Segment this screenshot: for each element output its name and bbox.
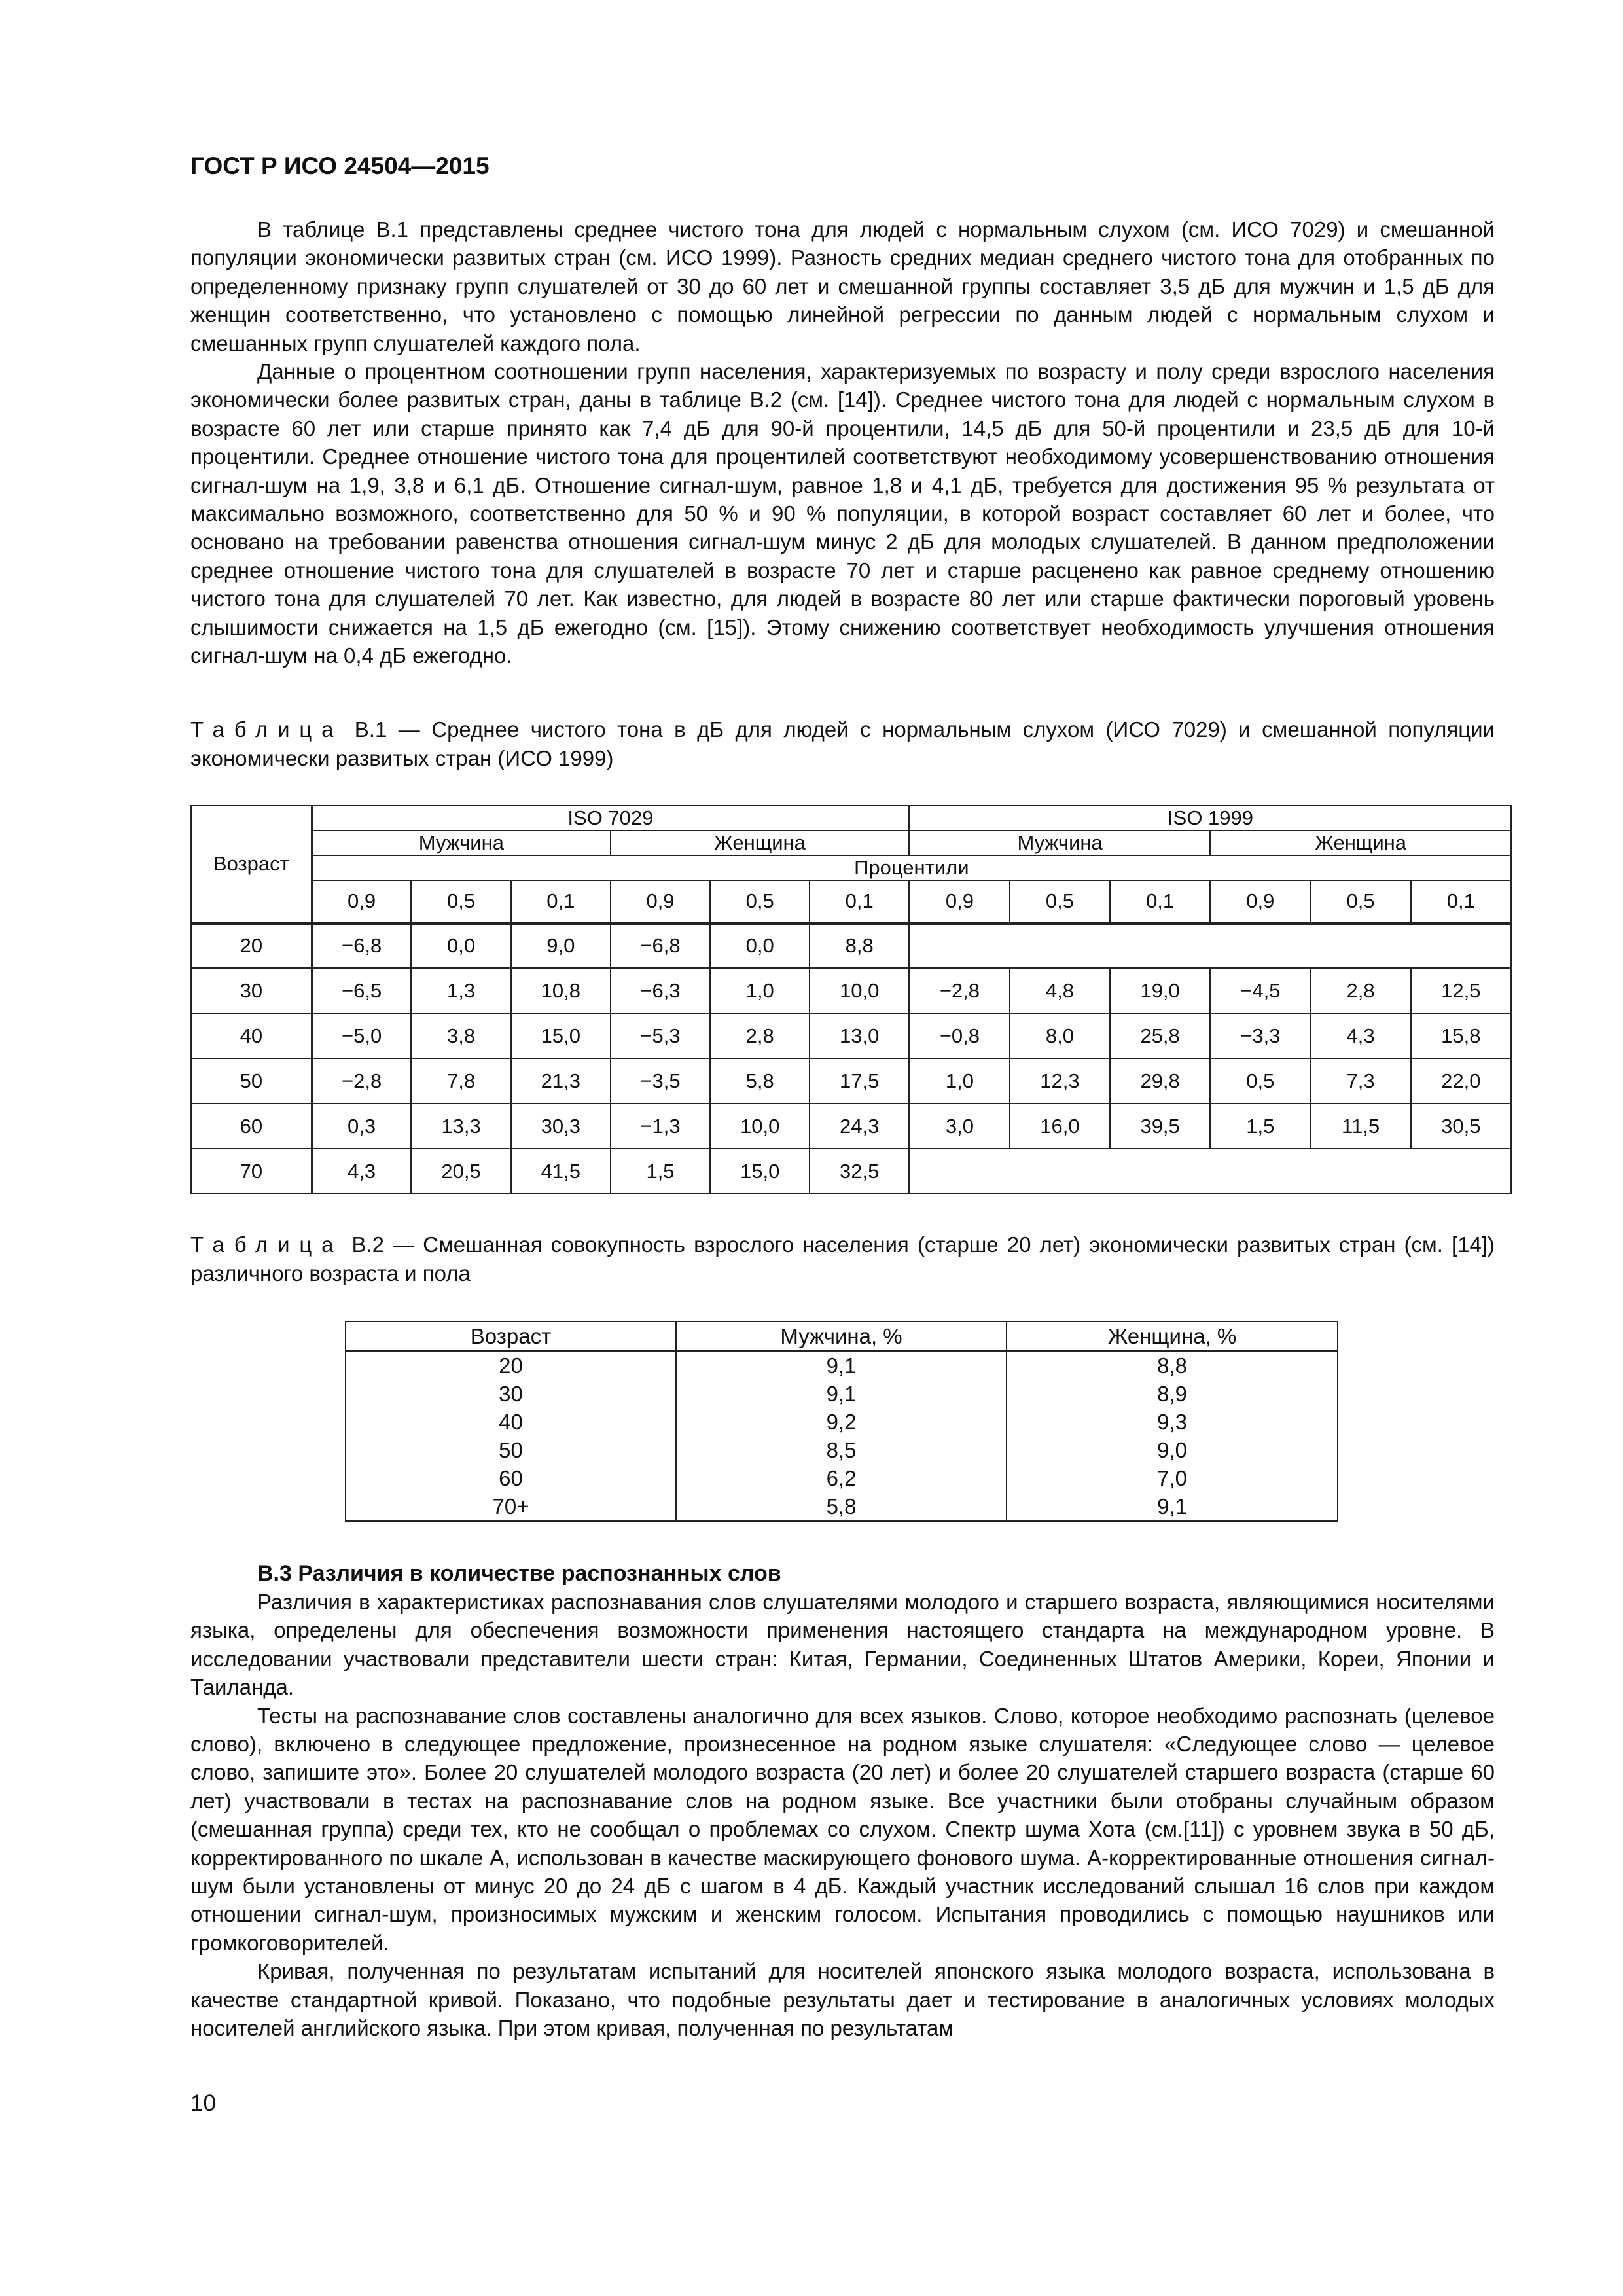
table1-cell: 8,0 [1010,1013,1110,1058]
table1-cell: 17,5 [810,1058,909,1103]
table1-sex-header: Мужчина [910,831,1211,855]
table1-cell: 29,8 [1110,1058,1210,1103]
table1-cell: −6,5 [312,968,411,1013]
table1-cell: −1,3 [611,1103,710,1149]
table1-cell: −0,8 [910,1013,1010,1058]
table1-cell: −6,8 [312,923,411,968]
table2-cell: 50 [346,1436,676,1464]
section-heading: В.3 Различия в количестве распознанных слов [257,1561,781,1586]
table1-cell: 15,0 [710,1149,810,1194]
table1-cell: −2,8 [312,1058,411,1103]
table1-cell: −5,3 [611,1013,710,1058]
table1-cell: 21,3 [511,1058,611,1103]
table1-cell: 4,8 [1010,968,1110,1013]
table1-cell: 15,8 [1411,1013,1511,1058]
table2-row [346,1380,1338,1408]
table1-age-cell: 70 [191,1149,312,1194]
section-paragraph: Различия в характеристиках распознавания слов слушателями молодого и старшего возраста, являющимися носителями языка, определены для обеспечения возможности применения настоящего стандарта на международном уровне. В исследовании участвовали представители шести стран: Китая, Германии, Соединенных Штатов Америки, Кореи, Японии и Таиланда. [190,1590,1495,1700]
table2-cell: 7,0 [1007,1464,1338,1492]
table2-cell: 8,5 [676,1436,1007,1464]
table1-cell: 5,8 [710,1058,810,1103]
table1-cell: 1,5 [1210,1103,1310,1149]
table1-sex-row [191,831,1511,855]
table1-percentiles-label-row [191,855,1511,880]
table2-row [346,1436,1338,1464]
table1-cell: 0,0 [710,923,810,968]
table1-percentile: 0,5 [710,880,810,923]
table2-row [346,1492,1338,1521]
intro-paragraph: В таблице В.1 представлены среднее чистого тона для людей с нормальным слухом (см. ИСО 7029) и смешанной популяции экономически развитых стран (см. ИСО 1999). Разность средних медиан среднего чистого тона для отобранных по определенному признаку групп слушателей от 30 до 60 лет и смешанной группы составляет 3,5 дБ для мужчин и 1,5 дБ для женщин соответственно, что установлено с помощью линейной регрессии по данным людей с нормальным слухом и смешанных групп слушателей каждого пола. [190,217,1495,355]
table1-cell: 1,3 [411,968,510,1013]
table1-cell: 10,0 [710,1103,810,1149]
table2-caption [190,1230,1495,1287]
table1-sex-header: Женщина [1210,831,1511,855]
table1-percentile-row [191,880,1511,923]
table2-cell: 60 [346,1464,676,1492]
table1-cell: −3,5 [611,1058,710,1103]
table1-cell: 32,5 [810,1149,909,1194]
table1-cell: 13,0 [810,1013,909,1058]
table1-cell: 20,5 [411,1149,510,1194]
table2-cell: 20 [346,1351,676,1380]
table1-age-cell: 60 [191,1103,312,1149]
table1-percentile: 0,9 [1210,880,1310,923]
table1-cell: 19,0 [1110,968,1210,1013]
table1-caption [190,715,1495,772]
table2-cell: 9,2 [676,1408,1007,1436]
table1-cell: 30,5 [1411,1103,1511,1149]
document-code-header: ГОСТ Р ИСО 24504—2015 [190,152,490,179]
table1-percentile: 0,1 [1411,880,1511,923]
table-b2 [345,1321,1338,1522]
table1-data-row [191,1149,1511,1194]
table-b1 [190,805,1512,1194]
table1-age-header: Возраст [191,806,312,923]
table2-cell: 9,1 [1007,1492,1338,1521]
table1-cell: 13,3 [411,1103,510,1149]
table1-cell: 25,8 [1110,1013,1210,1058]
table1-data-row [191,1013,1511,1058]
table2-row [346,1351,1338,1380]
table1-empty-cell [910,1149,1511,1194]
table1-cell: 24,3 [810,1103,909,1149]
table2-caption-text: В.2 — Смешанная совокупность взрослого населения (старше 20 лет) экономически развитых стран (см. [14]) различного возраста и пола [190,1232,1495,1285]
table1-caption-text: В.1 — Среднее чистого тона в дБ для людей с нормальным слухом (ИСО 7029) и смешанной популяции экономически развитых стран (ИСО 1999) [190,717,1495,770]
table1-cell: 8,8 [810,923,909,968]
table2-cell: 5,8 [676,1492,1007,1521]
table1-age-cell: 30 [191,968,312,1013]
table1-sex-header: Женщина [611,831,910,855]
table1-percentile: 0,5 [411,880,510,923]
table2-cell: 9,1 [676,1380,1007,1408]
table1-cell: 41,5 [511,1149,611,1194]
table2-row [346,1408,1338,1436]
table1-cell: 0,0 [411,923,510,968]
section-paragraph: Кривая, полученная по результатам испытаний для носителей японского языка молодого возраста, использована в качестве стандартной кривой. Показано, что подобные результаты дает и тестирование в аналогичных условиях молодых носителей английского языка. При этом кривая, полученная по результатам [190,1959,1495,2041]
section-b3 [190,1559,1495,2043]
intro-paragraph: Данные о процентном соотношении групп населения, характеризуемых по возрасту и полу среди взрослого населения экономически более развитых стран, даны в таблице В.2 (см. [14]). Среднее чистого тона для людей с нормальным слухом в возрасте 60 лет или старше принято как 7,4 дБ для 90-й процентили, 14,5 дБ для 50-й процентили и 23,5 дБ для 10-й процентили. Среднее отношение чистого тона для процентилей соответствуют необходимому усовершенствованию отношения сигнал-шум на 1,9, 3,8 и 6,1 дБ. Отношение сигнал-шум, равное 1,8 и 4,1 дБ, требуется для достижения 95 % результата от максимально возможного, соответственно для 50 % и 90 % популяции, в которой возраст составляет 60 лет и более, что основано на требовании равенства отношения сигнал-шум минус 2 дБ для молодых слушателей. В данном предположении среднее отношение чистого тона для слушателей в возрасте 70 лет и старше расценено как равное среднему отношению чистого тона для слушателей 70 лет. Как известно, для людей в возрасте 80 лет или старше фактически пороговый уровень слышимости снижается на 1,5 дБ ежегодно (см. [15]). Этому снижению соответствует необходимость улучшения отношения сигнал-шум на 0,4 дБ ежегодно. [190,359,1495,668]
table1-percentile: 0,9 [312,880,411,923]
intro-text [190,215,1495,670]
table1-cell: −6,3 [611,968,710,1013]
table1-cell: 0,5 [1210,1058,1310,1103]
table1-data-row [191,1103,1511,1149]
table1-percentile: 0,1 [810,880,909,923]
table1-age-cell: 20 [191,923,312,968]
table1-empty-cell [910,923,1511,968]
table1-cell: 1,5 [611,1149,710,1194]
table1-cell: 0,3 [312,1103,411,1149]
table1-cell: 11,5 [1310,1103,1410,1149]
table1-standard-header: ISO 7029 [312,806,909,831]
table1-label: Таблица [190,717,344,742]
table1-cell: −3,3 [1210,1013,1310,1058]
table1-cell: 15,0 [511,1013,611,1058]
table1-cell: 16,0 [1010,1103,1110,1149]
table1-cell: 1,0 [710,968,810,1013]
table1-cell: 4,3 [1310,1013,1410,1058]
table2-cell: 8,9 [1007,1380,1338,1408]
table1-cell: 30,3 [511,1103,611,1149]
table1-data-row [191,923,1511,968]
table1-data-row [191,1058,1511,1103]
table1-cell: 39,5 [1110,1103,1210,1149]
table1-cell: 2,8 [710,1013,810,1058]
table2-cell: 40 [346,1408,676,1436]
table2-row [346,1464,1338,1492]
table1-cell: 1,0 [910,1058,1010,1103]
table2-header: Мужчина, % [676,1321,1007,1351]
table1-standard-header: ISO 1999 [910,806,1511,831]
table1-data-row [191,968,1511,1013]
table1-percentile: 0,5 [1010,880,1110,923]
table2-cell: 70+ [346,1492,676,1521]
page-number: 10 [190,2090,216,2116]
table1-percentile: 0,1 [511,880,611,923]
table1-cell: 2,8 [1310,968,1410,1013]
table1-cell: 10,0 [810,968,909,1013]
table2-header: Возраст [346,1321,676,1351]
table1-percentiles-label: Процентили [312,855,1511,880]
table1-cell: −4,5 [1210,968,1310,1013]
section-paragraph: Тесты на распознавание слов составлены аналогично для всех языков. Слово, которое необходимо распознать (целевое слово), включено в следующее предложение, произнесенное на родном языке слушателя: «Следующее слово — целевое слово, запишите это». Более 20 слушателей молодого возраста (20 лет) и более 20 слушателей старшего возраста (старше 60 лет) участвовали в тестах на распознавание слов на родном языке. Все участники были отобраны случайным образом (смешанная группа) среди тех, кто не сообщал о проблемах со слухом. Спектр шума Хота (см.[11]) с уровнем звука в 50 дБ, корректированного по шкале A, использован в качестве маскирующего фонового шума. A-корректированные отношения сигнал-шум были установлены от минус 20 до 24 дБ с шагом в 4 дБ. Каждый участник исследований слышал 16 слов при каждом отношении сигнал-шум, произносимых мужским и женским голосом. Испытания проводились с помощью наушников или громкоговорителей. [190,1703,1495,1955]
table1-standard-row [191,806,1511,831]
table1-cell: 9,0 [511,923,611,968]
table1-cell: −6,8 [611,923,710,968]
table2-header-row [346,1321,1338,1351]
table1-percentile: 0,9 [910,880,1010,923]
table1-percentile: 0,1 [1110,880,1210,923]
table1-cell: 22,0 [1411,1058,1511,1103]
table1-age-cell: 50 [191,1058,312,1103]
table1-cell: 7,3 [1310,1058,1410,1103]
table1-cell: −2,8 [910,968,1010,1013]
table2-cell: 6,2 [676,1464,1007,1492]
table1-cell: 4,3 [312,1149,411,1194]
table1-percentile: 0,9 [611,880,710,923]
table2-cell: 30 [346,1380,676,1408]
table1-age-cell: 40 [191,1013,312,1058]
table1-cell: 12,3 [1010,1058,1110,1103]
table2-cell: 9,3 [1007,1408,1338,1436]
table1-cell: −5,0 [312,1013,411,1058]
table2-label: Таблица [190,1232,344,1257]
table2-cell: 9,1 [676,1351,1007,1380]
table1-cell: 10,8 [511,968,611,1013]
table2-cell: 8,8 [1007,1351,1338,1380]
table2-cell: 9,0 [1007,1436,1338,1464]
table1-cell: 7,8 [411,1058,510,1103]
table1-sex-header: Мужчина [312,831,611,855]
table1-cell: 3,0 [910,1103,1010,1149]
table1-cell: 12,5 [1411,968,1511,1013]
table1-cell: 3,8 [411,1013,510,1058]
table1-percentile: 0,5 [1310,880,1410,923]
table2-header: Женщина, % [1007,1321,1338,1351]
